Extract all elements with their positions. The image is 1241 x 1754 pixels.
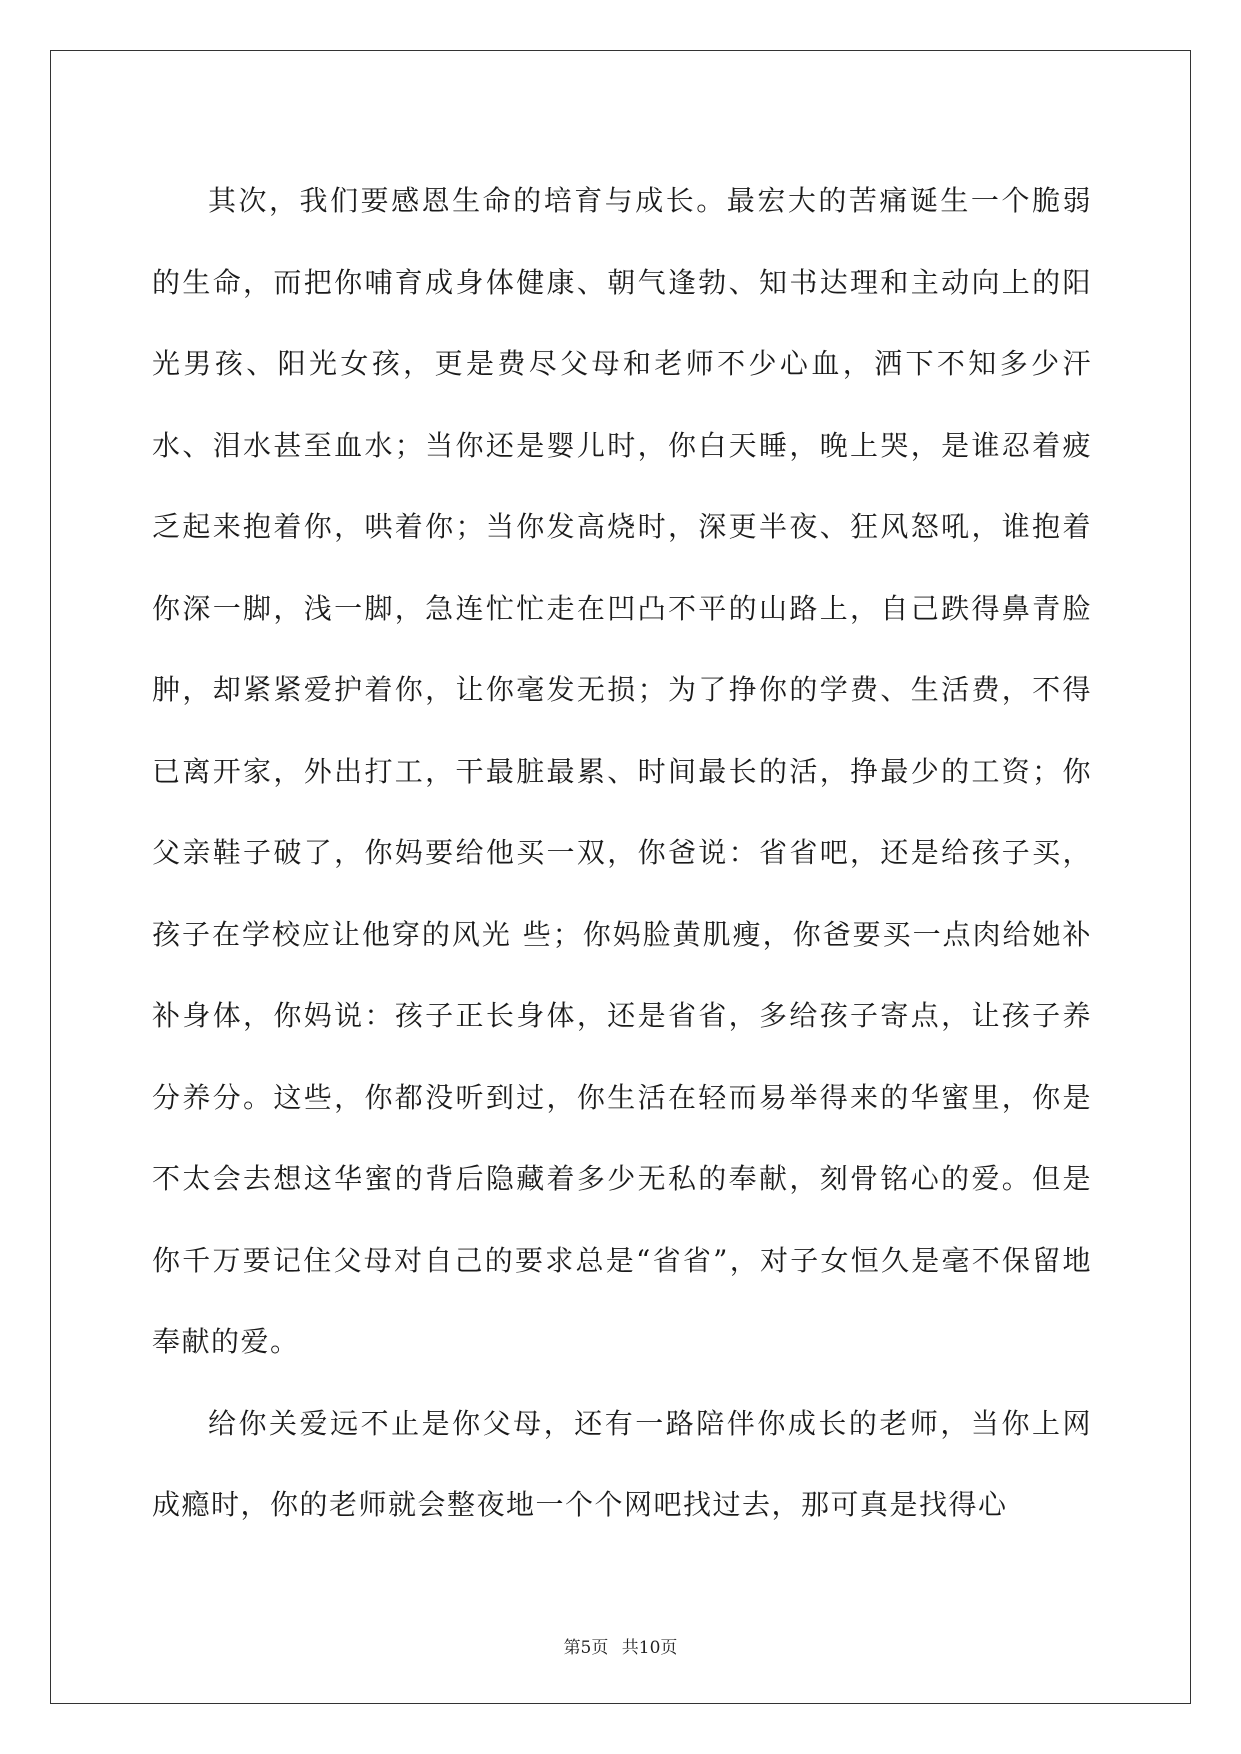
page-number: 第5页 (563, 1638, 609, 1658)
paragraph-1: 其次，我们要感恩生命的培育与成长。最宏大的苦痛诞生一个脆弱的生命，而把你哺育成身体健康、朝气逢勃、知书达理和主动向上的阳光男孩、阳光女孩，更是费尽父母和老师不少心血，洒下不知多少汗水、泪水甚至血水；当你还是婴儿时，你白天睡，晚上哭，是谁忍着疲乏起来抱着你，哄着你；当你发高烧时，深更半夜、狂风怒吼，谁抱着你深一脚，浅一脚，急连忙忙走在凹凸不平的山路上，自己跌得鼻青脸肿，却紧紧爱护着你，让你毫发无损；为了挣你的学费、生活费，不得已离开家，外出打工，干最脏最累、时间最长的活，挣最少的工资；你父亲鞋子破了，你妈要给他买一双，你爸说：省省吧，还是给孩子买，孩子在学校应让他穿的风光 些；你妈脸黄肌瘦，你爸要买一点肉给她补补身体，你妈说：孩子正长身体，还是省省，多给孩子寄点，让孩子养分养分。这些，你都没听到过，你生活在轻而易举得来的华蜜里，你是不太会去想这华蜜的背后隐藏着多少无私的奉献，刻骨铭心的爱。但是你千万要记住父母对自己的要求总是“省省”，对子女恒久是毫不保留地奉献的爱。 (152, 184, 1092, 1358)
page-footer (0, 1633, 1241, 1658)
document-body (152, 160, 1092, 1546)
paragraph-2: 给你关爱远不止是你父母，还有一路陪伴你成长的老师，当你上网成瘾时，你的老师就会整夜地一个个网吧找过去，那可真是找得心 (152, 1406, 1092, 1521)
page-total: 共10页 (621, 1638, 678, 1658)
